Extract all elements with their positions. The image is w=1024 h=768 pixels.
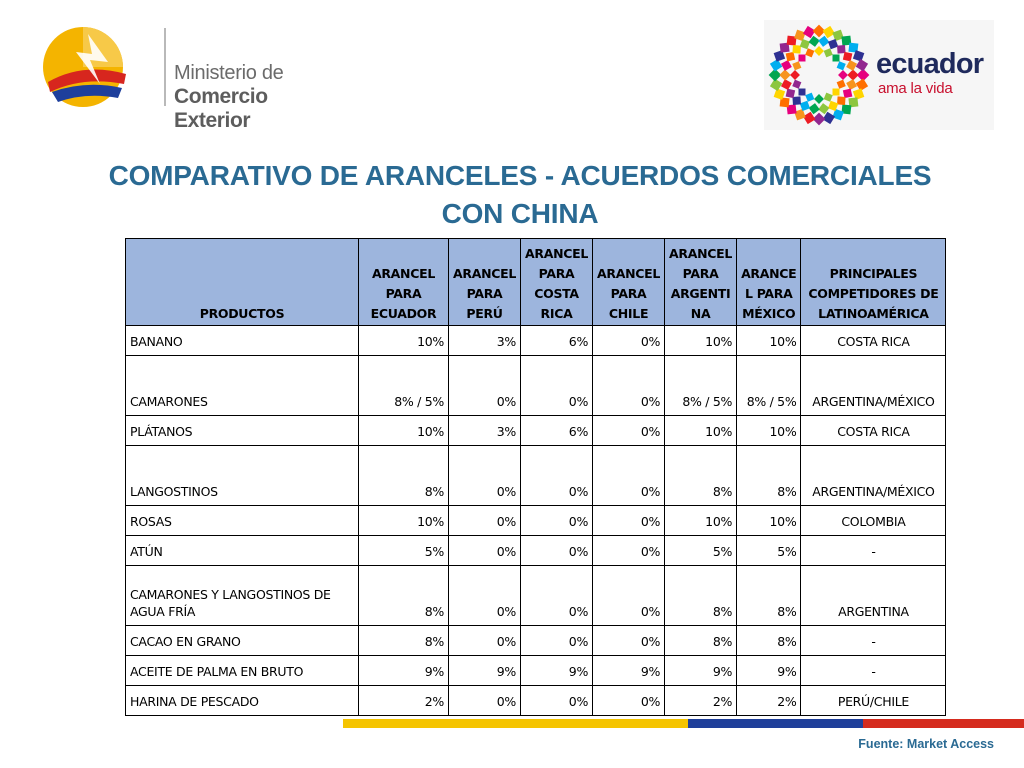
cell-chile: 0% [593,326,665,356]
ministerio-logo [38,22,328,132]
producto-line: CAMARONES Y LANGOSTINOS DE [130,587,331,602]
sun-tile [837,80,846,89]
sun-tile [843,52,853,62]
sun-tile [770,79,782,91]
cell-argentina: 10% [665,506,737,536]
cell-argentina: 5% [665,536,737,566]
cell-costa-rica: 0% [521,506,593,536]
sun-tile [824,48,833,57]
cell-ecuador: 10% [359,326,449,356]
cell-mexico: 8% [737,446,801,506]
sun-tile [786,89,796,99]
header-line: COSTA [534,286,579,301]
ministerio-emblem-icon [38,22,158,112]
col-header-peru [449,239,521,326]
ministerio-name-line1: Ministerio de [174,62,284,84]
sun-tile [814,94,824,104]
cell-costa-rica: 0% [521,686,593,716]
cell-ecuador: 8% [359,566,449,626]
title-line2: CON CHINA [441,198,599,229]
sun-tile [837,61,846,70]
cell-producto [126,626,359,656]
sun-tile [847,69,858,80]
header-line: NA [690,306,711,321]
sun-tile [781,60,792,71]
cell-peru: 0% [449,356,521,416]
sun-tile [856,59,868,71]
producto-line: PLÁTANOS [130,424,193,439]
cell-producto [126,326,359,356]
table-row [126,416,946,446]
cell-chile: 0% [593,356,665,416]
sun-tile [833,55,840,62]
cell-ecuador: 10% [359,416,449,446]
producto-line: ACEITE DE PALMA EN BRUTO [130,664,304,679]
cell-argentina: 2% [665,686,737,716]
cell-costa-rica: 6% [521,416,593,446]
cell-ecuador: 5% [359,536,449,566]
producto-line: HARINA DE PESCADO [130,694,259,709]
sun-tile [824,93,833,102]
ministerio-name-line2: Comercio Exterior [174,85,268,132]
cell-ecuador: 2% [359,686,449,716]
ecuador-tagline: ama la vida [878,80,953,97]
header-line: L PARA [744,286,793,301]
cell-competidores: - [801,656,946,686]
sun-tile [792,80,801,89]
sun-tile [790,70,800,80]
sun-tile [838,70,848,80]
header-line: PARA [610,286,647,301]
tariff-table [125,238,946,716]
cell-producto [126,686,359,716]
cell-mexico: 10% [737,416,801,446]
cell-competidores: - [801,536,946,566]
stripe-red [863,719,1024,728]
sun-tile [786,52,796,62]
cell-mexico: 10% [737,506,801,536]
cell-competidores: COLOMBIA [801,506,946,536]
cell-competidores: ARGENTINA/MÉXICO [801,356,946,416]
cell-peru: 3% [449,326,521,356]
col-header-mexico [737,239,801,326]
sun-tile [779,69,790,80]
header-line: PARA [682,266,719,281]
ecuador-wordmark: ecuador [876,48,984,80]
cell-ecuador: 8% [359,626,449,656]
table-row [126,686,946,716]
table-body [126,326,946,716]
col-header-ecuador [359,239,449,326]
cell-mexico: 10% [737,326,801,356]
table-row [126,326,946,356]
sun-tile [792,45,801,54]
cell-ecuador: 9% [359,656,449,686]
cell-argentina: 8% [665,566,737,626]
col-header-competidores [801,239,946,326]
col-header-chile [593,239,665,326]
sun-tile [799,55,806,62]
cell-competidores: PERÚ/CHILE [801,686,946,716]
cell-mexico: 5% [737,536,801,566]
sun-tile [814,46,824,56]
producto-line: LANGOSTINOS [130,484,218,499]
cell-costa-rica: 0% [521,566,593,626]
col-header-productos: PRODUCTOS [126,239,359,326]
producto-line: ROSAS [130,514,172,529]
cell-producto [126,536,359,566]
cell-mexico: 8% / 5% [737,356,801,416]
cell-producto [126,506,359,536]
col-header-argentina [665,239,737,326]
producto-line: BANANO [130,334,183,349]
cell-competidores: COSTA RICA [801,416,946,446]
header-line: ARGENTI [670,286,731,301]
cell-mexico: 2% [737,686,801,716]
sun-tile [805,48,814,57]
cell-producto [126,416,359,446]
cell-argentina: 10% [665,416,737,446]
producto-line: ATÚN [130,544,163,559]
sun-tile [805,93,814,102]
cell-argentina: 9% [665,656,737,686]
cell-costa-rica: 0% [521,626,593,656]
cell-chile: 0% [593,626,665,656]
header-line: ARANCEL [597,266,661,281]
source-note: Fuente: Market Access [858,737,994,751]
page-title [100,157,940,233]
cell-peru: 0% [449,626,521,656]
sun-tile [792,61,801,70]
header-line: PERÚ [466,306,503,321]
cell-ecuador: 8% [359,446,449,506]
cell-chile: 0% [593,446,665,506]
flag-stripe [343,719,1024,728]
cell-competidores: COSTA RICA [801,326,946,356]
table-row [126,626,946,656]
cell-producto [126,446,359,506]
cell-peru: 0% [449,446,521,506]
header-line: PARA [466,286,503,301]
cell-costa-rica: 0% [521,356,593,416]
cell-chile: 0% [593,506,665,536]
table-row [126,536,946,566]
header-line: PARA [385,286,422,301]
header-line: CHILE [608,306,649,321]
header-line: ECUADOR [370,306,437,321]
sun-tile [792,96,801,105]
sun-tile [837,45,846,54]
cell-peru: 0% [449,566,521,626]
table-row [126,656,946,686]
header-line: PRINCIPALES [829,266,918,281]
sun-tile [846,79,857,90]
stripe-yellow [343,719,688,728]
cell-competidores: - [801,626,946,656]
ecuador-logo [764,20,994,130]
table-row [126,506,946,536]
tariff-table-wrap [125,238,946,716]
producto-line: CACAO EN GRANO [130,634,241,649]
header-line: ARANCE [741,266,797,281]
cell-mexico: 8% [737,626,801,656]
sun-tile [833,89,840,96]
sun-tile [837,96,846,105]
cell-ecuador: 10% [359,506,449,536]
header-line: ARANCEL [669,246,733,261]
cell-argentina: 8% [665,446,737,506]
cell-peru: 0% [449,686,521,716]
cell-costa-rica: 0% [521,536,593,566]
sun-tile [856,79,868,91]
header-line: ARANCEL [453,266,517,281]
cell-mexico: 9% [737,656,801,686]
table-row [126,446,946,506]
cell-peru: 3% [449,416,521,446]
cell-chile: 0% [593,416,665,446]
cell-peru: 0% [449,506,521,536]
ecuador-sun-icon [764,20,874,130]
cell-competidores: ARGENTINA [801,566,946,626]
header-line: COMPETIDORES DE [808,286,939,301]
header-line: MÉXICO [742,306,796,321]
sun-tile [799,89,806,96]
cell-costa-rica: 0% [521,446,593,506]
table-header-row [126,239,946,326]
cell-chile: 0% [593,686,665,716]
cell-peru: 0% [449,536,521,566]
logo-divider [164,28,166,106]
col-header-costa-rica [521,239,593,326]
cell-ecuador: 8% / 5% [359,356,449,416]
cell-argentina: 10% [665,326,737,356]
sun-tile [770,59,782,71]
cell-costa-rica: 9% [521,656,593,686]
header-line: ARANCEL [525,246,589,261]
cell-chile: 9% [593,656,665,686]
cell-producto [126,656,359,686]
sun-tile [846,60,857,71]
producto-line: AGUA FRÍA [130,604,196,619]
cell-producto [126,356,359,416]
table-row [126,566,946,626]
cell-producto [126,566,359,626]
header-line: PARA [538,266,575,281]
cell-chile: 0% [593,566,665,626]
cell-chile: 0% [593,536,665,566]
cell-mexico: 8% [737,566,801,626]
title-line1: COMPARATIVO DE ARANCELES - ACUERDOS COMERCIALES [108,160,932,191]
header-line: RICA [540,306,573,321]
stripe-blue [688,719,863,728]
producto-line: CAMARONES [130,394,208,409]
cell-competidores: ARGENTINA/MÉXICO [801,446,946,506]
sun-tile [781,79,792,90]
cell-costa-rica: 6% [521,326,593,356]
table-row [126,356,946,416]
cell-argentina: 8% [665,626,737,656]
header-line: ARANCEL [371,266,435,281]
cell-argentina: 8% / 5% [665,356,737,416]
header-line: LATINOAMÉRICA [818,306,929,321]
sun-tile [843,89,853,99]
cell-peru: 9% [449,656,521,686]
